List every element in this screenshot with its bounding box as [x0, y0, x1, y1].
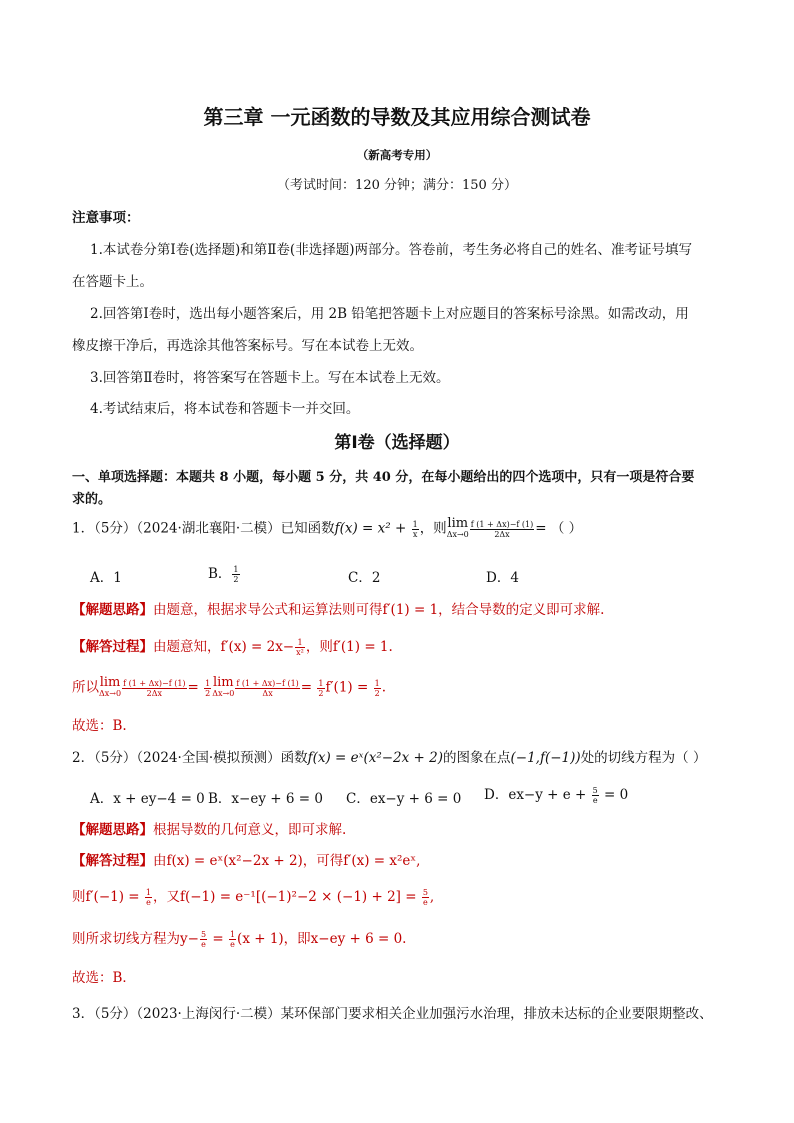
q1-option-b: B． $\frac{1}{2}$: [208, 565, 239, 584]
q1-option-c: C．2: [348, 570, 381, 586]
section-instruction-line-2: 求的。: [72, 492, 112, 507]
q1-answer: 故选：B.: [72, 718, 127, 734]
page-title: 第三章 一元函数的导数及其应用综合测试卷: [203, 105, 591, 129]
q1-option-a: A．1: [90, 570, 122, 586]
question-3-stem: 3．（5分）（2023·上海闵行·二模）某环保部门要求相关企业加强污水治理，排放未达标的企业要限期整改、: [72, 1006, 713, 1022]
notes-heading: 注意事项：: [72, 210, 140, 226]
q1-then: ，则: [419, 520, 447, 537]
q2-option-a: A．x + ey−4 = 0: [90, 791, 205, 807]
q2-option-d: D．ex−y + e + $\frac{5}{e}$ = 0: [484, 786, 629, 805]
q2-process-line-2: 则f′(−1) = $\frac{1}{e}$ ，又f(−1) = e⁻¹[(−1)²−2 × (−1) + 2] = $\frac{5}{e}$ ,: [72, 888, 435, 907]
section-instruction-line-1: 一、单项选择题：本题共 8 小题，每小题 5 分，共 40 分，在每小题给出的四个选项中，只有一项是符合要: [72, 470, 695, 485]
question-2-stem: 2．（5分）（2024·全国·模拟预测）函数f(x) = eˣ(x²−2x + 2)的图象在点(−1,f(−1))处的切线方程为（ ）: [72, 750, 707, 766]
note-2-line-1: 2.回答第Ⅰ卷时，选出每小题答案后，用 2B 铅笔把答题卡上对应题目的答案标号涂黑。如需改动，用: [90, 306, 689, 322]
q1-derivation: 所以 lim Δx→0 $\frac{f (1 + \Delta x)-f (1)}{2\Delta x}$ = $\frac{1}{2}$ lim Δx→0 $\frac{f (1 + \Delta x)-f (1)}{\Delta x}$ = $\frac{1}{2}$ f′(1) = $\frac{1}{2}$ .: [72, 675, 386, 698]
q2-think: 【解题思路】根据导数的几何意义，即可求解.: [72, 822, 347, 838]
q1-option-d: D．4: [486, 570, 519, 586]
page-subtitle: （新高考专用）: [356, 148, 438, 162]
q1-process: 【解答过程】由题意知，f′(x) = 2x− $\frac{1}{\text{x²}}$ ，则f′(1) = 1.: [72, 638, 393, 657]
q2-process-line-3: 则所求切线方程为y− $\frac{5}{e}$ = $\frac{1}{e}$ (x + 1)，即x−ey + 6 = 0.: [72, 930, 407, 949]
note-2-line-2: 橡皮擦干净后，再选涂其他答案标号。写在本试卷上无效。: [72, 338, 423, 354]
note-1-line-2: 在答题卡上。: [72, 274, 153, 290]
q2-option-c: C．ex−y + 6 = 0: [346, 791, 462, 807]
q1-limit: lim Δx→0: [446, 516, 469, 539]
q1-think: 【解题思路】由题意，根据求导公式和运算法则可得f′(1) = 1，结合导数的定义即可求解.: [72, 602, 605, 618]
exam-time-info: （考试时间：120 分钟；满分：150 分）: [277, 178, 517, 193]
q2-option-b: B．x−ey + 6 = 0: [208, 791, 323, 807]
note-3: 3.回答第Ⅱ卷时，将答案写在答题卡上。写在本试卷上无效。: [90, 370, 450, 386]
q1-function: f(x) = x² +: [334, 520, 411, 537]
q2-answer: 故选：B．: [72, 970, 136, 986]
q1-fraction: $\frac{1}{x}$: [412, 519, 418, 539]
note-1-line-1: 1.本试卷分第Ⅰ卷(选择题)和第Ⅱ卷(非选择题)两部分。答卷前，考生务必将自己的姓名、准考证号填写: [90, 242, 692, 258]
q1-tail: = （ ）: [535, 520, 583, 537]
note-4: 4.考试结束后，将本试卷和答题卡一并交回。: [90, 401, 360, 417]
q2-process: 【解答过程】由f(x) = eˣ(x²−2x + 2)，可得f′(x) = x²eˣ,: [72, 853, 421, 869]
q1-prefix: 1．（5分）（2024·湖北襄阳·二模）已知函数: [72, 520, 335, 537]
section-title: 第Ⅰ卷（选择题）: [334, 433, 460, 453]
question-1-stem: [72, 518, 582, 540]
q1-limit-fraction: $\frac{f (1 + \Delta x)-f (1)}{2\Delta x}$: [470, 519, 534, 539]
